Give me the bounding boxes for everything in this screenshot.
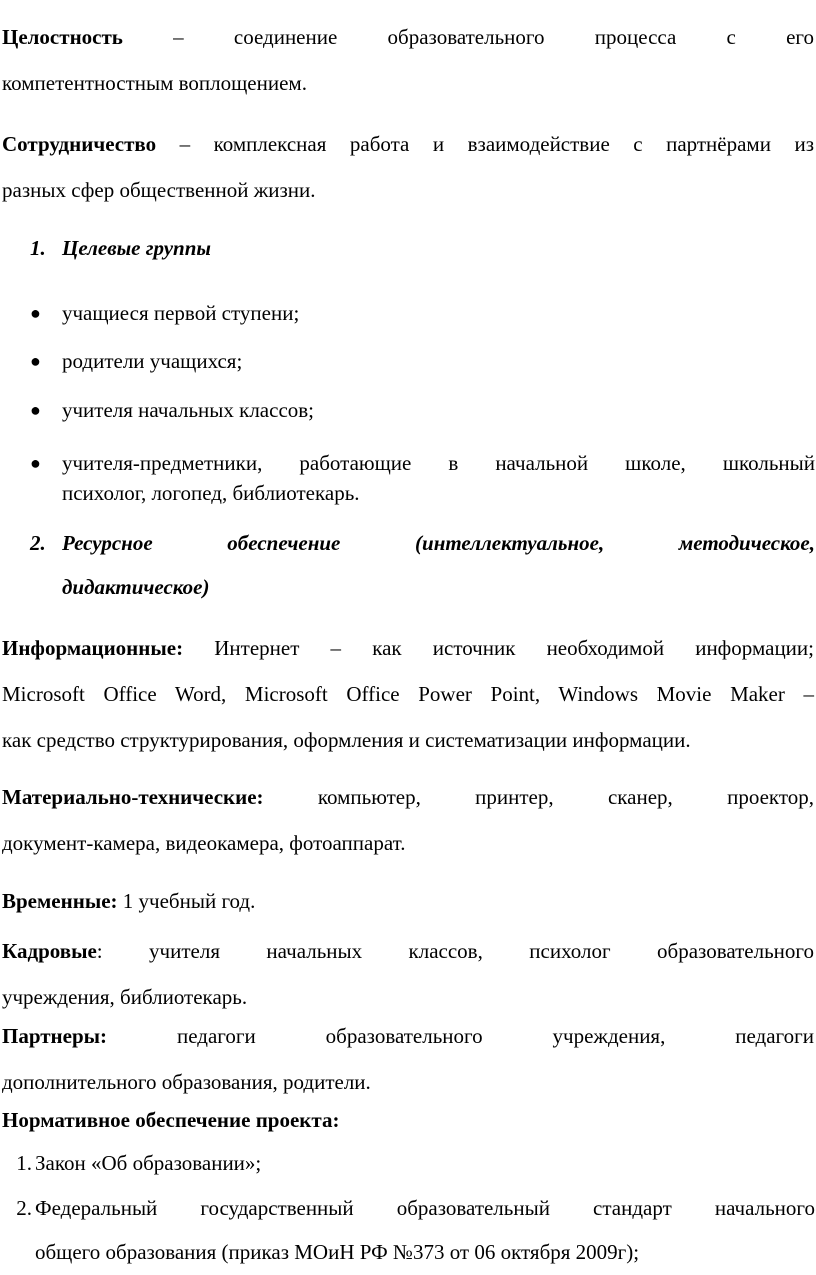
section-number: 1. (30, 236, 46, 260)
list-item (30, 448, 815, 508)
paragraph-cooperation-line2: разных сфер общественной жизни. (2, 178, 316, 202)
paragraph-time (2, 878, 814, 924)
term-integrity: Целостность (2, 25, 123, 49)
term-staff: Кадровые (2, 939, 97, 963)
list-item-text (62, 448, 815, 508)
paragraph-partners-line1 (2, 1013, 814, 1059)
paragraph-material (2, 774, 814, 866)
section-title (62, 521, 815, 609)
bullet-icon: ● (30, 351, 41, 371)
bullet-icon: ● (30, 303, 41, 323)
list-item-text: Закон «Об образовании»; (35, 1151, 262, 1175)
section-title-line1: Ресурсное обеспечение (интеллектуальное, методическое, (62, 531, 815, 555)
normative-list-item (10, 1141, 815, 1185)
term-time: Временные: (2, 889, 118, 913)
paragraph-staff (2, 928, 814, 1020)
paragraph-informational-text: Интернет – как источник необходимой информации; (183, 636, 814, 660)
paragraph-integrity (2, 14, 814, 106)
list-item-line1: Федеральный государственный образовательный стандарт начального (35, 1196, 815, 1220)
paragraph-integrity-line1 (2, 14, 814, 60)
list-number: 2. (16, 1196, 32, 1220)
paragraph-integrity-text: – соединение образовательного процесса с его (122, 25, 814, 49)
list-item-text (35, 1186, 815, 1274)
paragraph-cooperation (2, 121, 814, 213)
paragraph-staff-line2: учреждения, библиотекарь. (2, 985, 248, 1009)
list-item-line2: общего образования (приказ МОиН РФ №373 от 06 октября 2009г); (35, 1240, 640, 1264)
list-item-text: родители учащихся; (62, 349, 243, 373)
list-item-text: учащиеся первой ступени; (62, 301, 300, 325)
paragraph-integrity-line2: компетентностным воплощением. (2, 71, 307, 95)
list-item-line2: психолог, логопед, библиотекарь. (62, 481, 360, 505)
section-title-line2: дидактическое) (62, 575, 210, 599)
term-partners: Партнеры: (2, 1024, 108, 1048)
normative-heading (2, 1098, 814, 1142)
list-item-text: учителя начальных классов; (62, 398, 315, 422)
paragraph-cooperation-line1 (2, 121, 814, 167)
paragraph-partners-line2: дополнительного образования, родители. (2, 1070, 371, 1094)
paragraph-material-text: компьютер, принтер, сканер, проектор, (263, 785, 814, 809)
section-heading-target-groups (30, 226, 211, 270)
section-number: 2. (30, 531, 46, 555)
paragraph-material-line2: документ-камера, видеокамера, фотоаппарат. (2, 831, 406, 855)
paragraph-staff-text: : учителя начальных классов, психолог образовательного (96, 939, 814, 963)
paragraph-time-text: 1 учебный год. (117, 889, 256, 913)
list-number: 1. (16, 1151, 32, 1175)
paragraph-informational-line1 (2, 625, 814, 671)
paragraph-partners (2, 1013, 814, 1105)
paragraph-informational (2, 625, 814, 763)
list-item-line1: учителя-предметники, работающие в начальной школе, школьный (62, 451, 815, 475)
bullet-icon: ● (30, 453, 41, 473)
term-cooperation: Сотрудничество (2, 132, 157, 156)
paragraph-material-line1 (2, 774, 814, 820)
paragraph-informational-line3: как средство структурирования, оформления и систематизации информации. (2, 728, 691, 752)
paragraph-staff-line1 (2, 928, 814, 974)
section-title: Целевые группы (62, 236, 211, 260)
paragraph-informational-line2: Microsoft Office Word, Microsoft Office Power Point, Windows Movie Maker – (2, 682, 814, 706)
paragraph-partners-text: педагоги образовательного учреждения, педагоги (107, 1024, 814, 1048)
term-informational: Информационные: (2, 636, 184, 660)
paragraph-cooperation-text: – комплексная работа и взаимодействие с партнёрами из (156, 132, 814, 156)
bullet-icon: ● (30, 400, 41, 420)
normative-title: Нормативное обеспечение проекта: (2, 1108, 340, 1132)
term-material: Материально-технические: (2, 785, 264, 809)
normative-list-item (10, 1186, 815, 1274)
